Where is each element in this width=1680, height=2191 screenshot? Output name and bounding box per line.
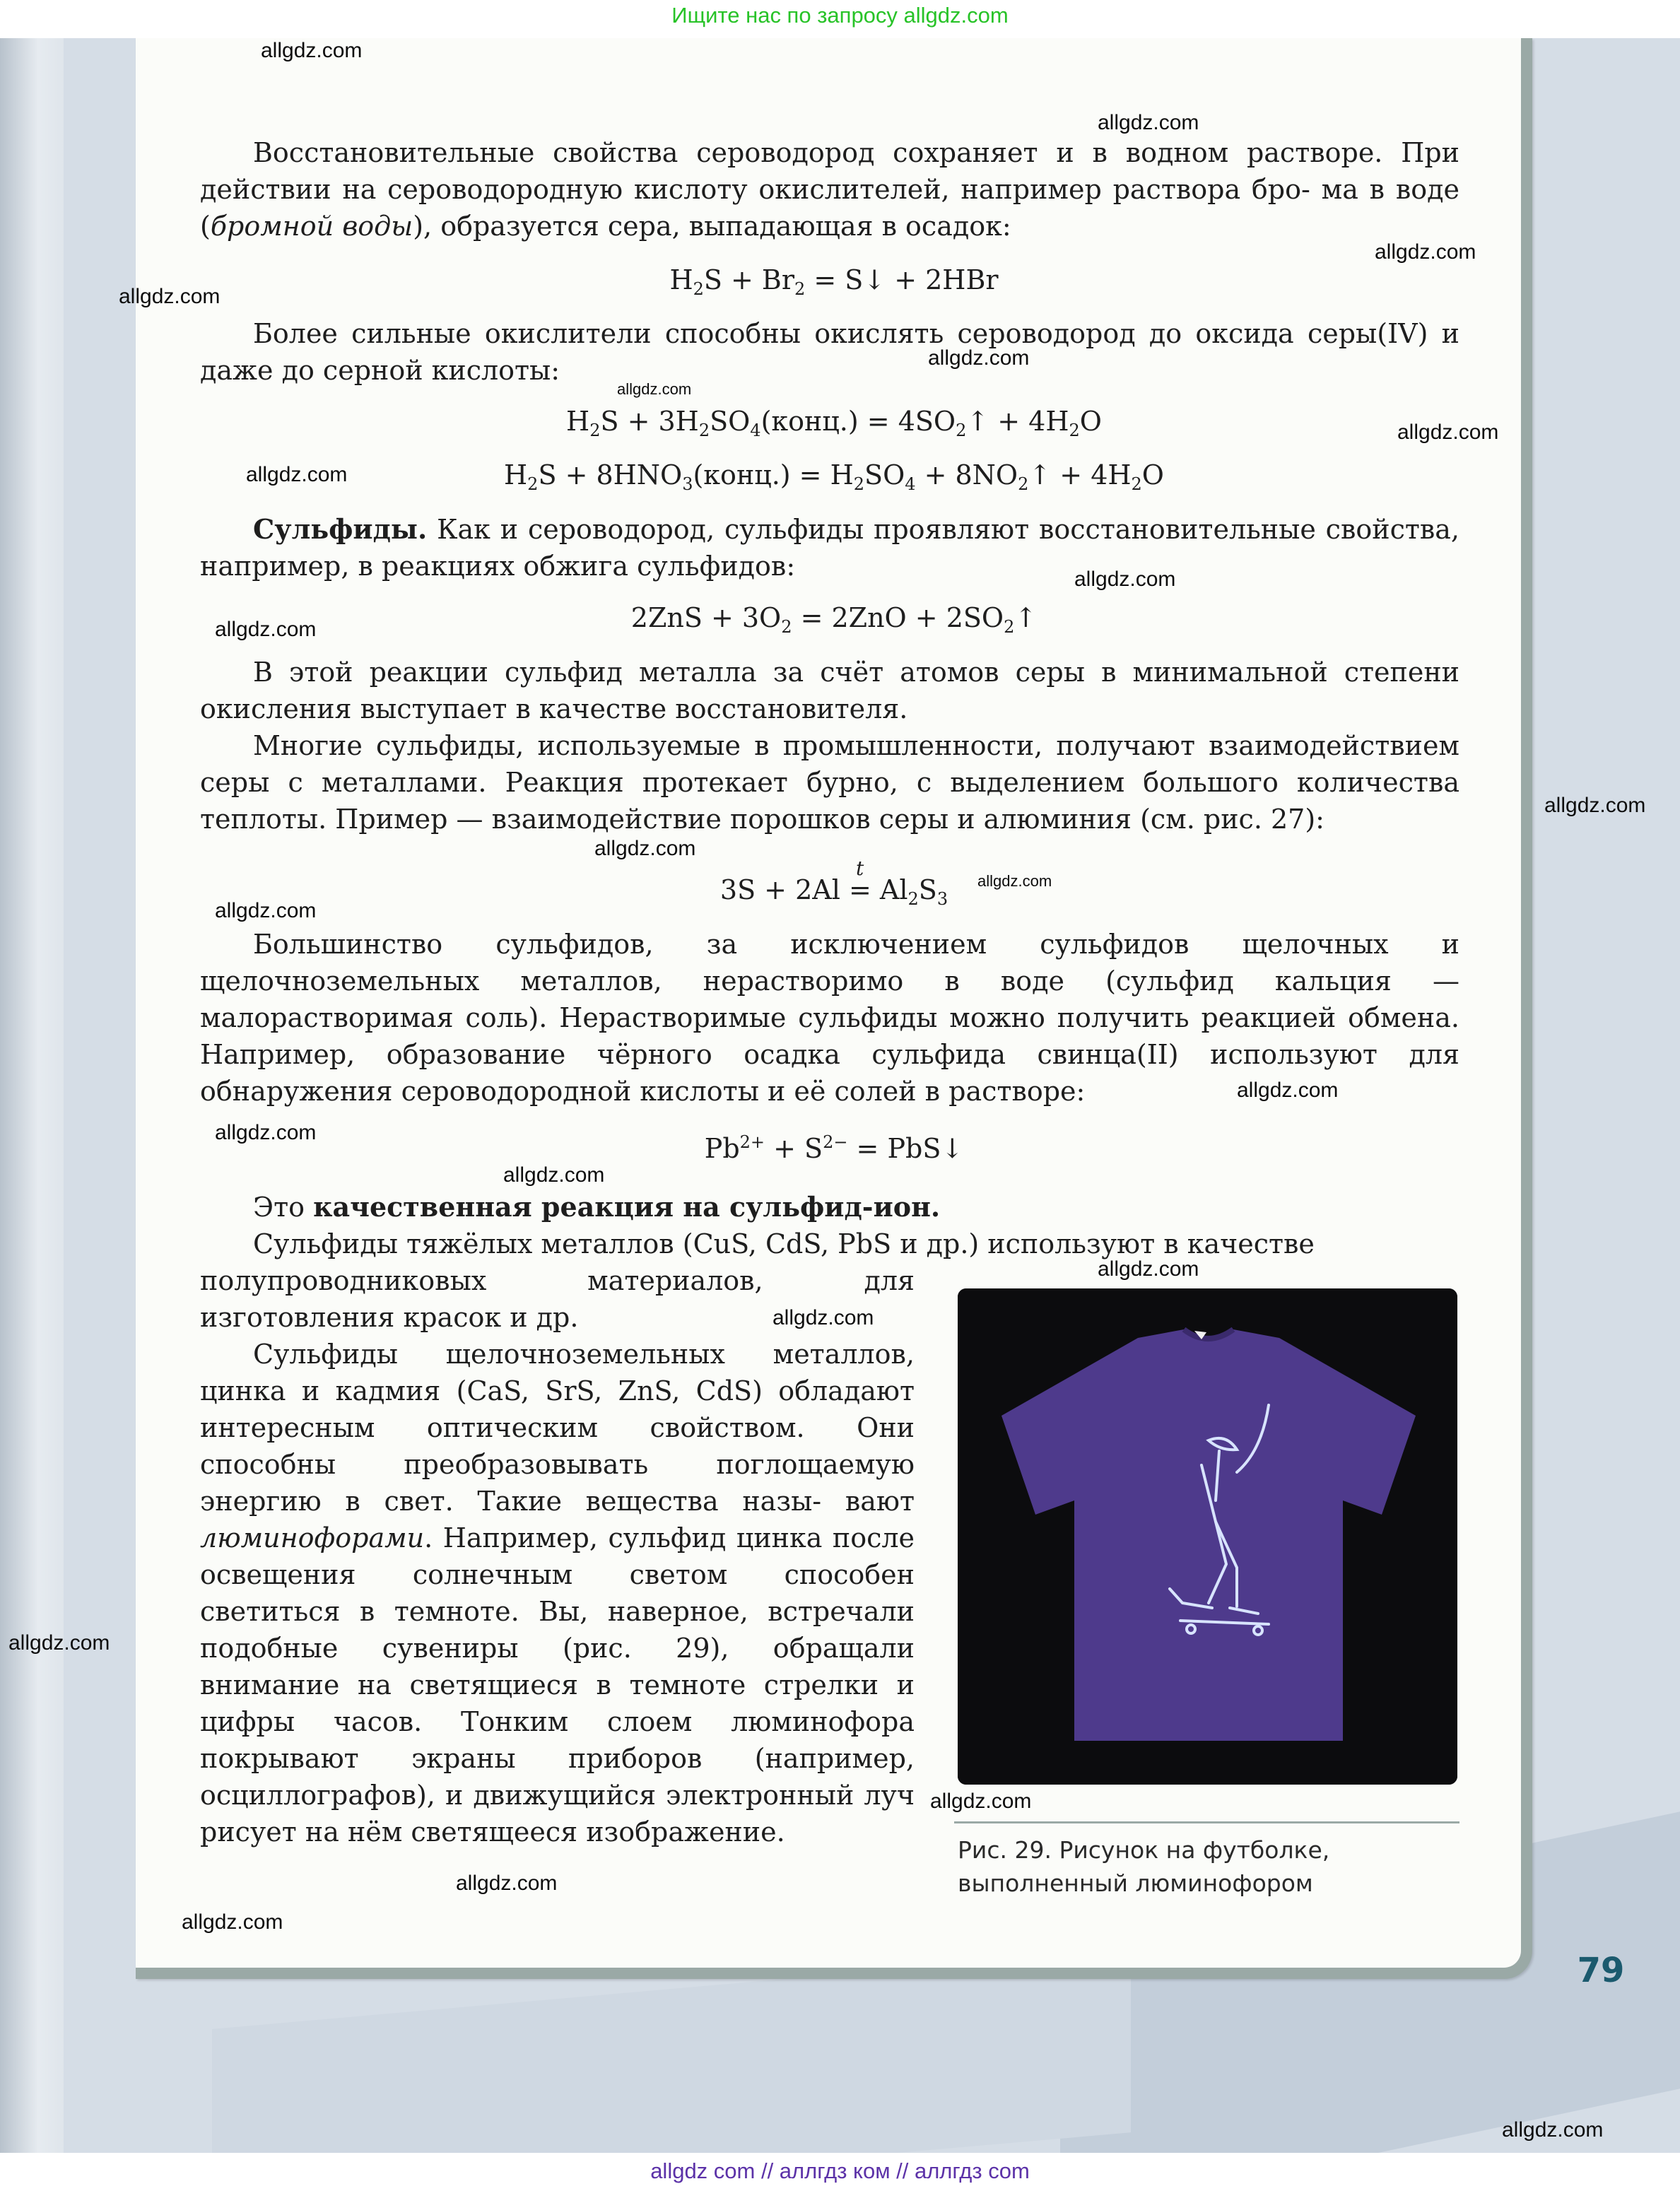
paragraph: Восстановительные свойства сероводород сохраняет и в водном растворе. При действии на сероводородную кислоту окислителей, например раствора бро- ма в воде (бромной воды), образуется сера, выпадающая в осадок:	[200, 137, 1459, 242]
watermark: allgdz.com	[1375, 240, 1476, 264]
equation: $H_2S$ + $3H_2SO_4(конц.)$ = $4SO_2↑ + 4H_2O$	[566, 406, 1102, 440]
paragraph: Большинство сульфидов, за исключением сульфидов щелочных и щелочноземельных металлов, нерастворимо в воде (сульфид кальция — малорастворимая соль). Нерастворимые сульфиды можно получить реакцией обмена. Например, образование чёрного осадка сульфида свинца(II) используют для обнаружения сероводородной кислоты и её солей в растворе:	[200, 929, 1459, 1107]
watermark: allgdz.com	[1502, 2118, 1604, 2142]
paragraph: В этой реакции сульфид металла за счёт атомов серы в минимальной степени окисления выступает в качестве восстановителя.	[200, 657, 1459, 724]
watermark: allgdz.com	[1397, 421, 1499, 444]
watermark: allgdz.com	[977, 872, 1052, 890]
watermark: allgdz.com	[930, 1790, 1032, 1813]
caption-line: Рис. 29. Рисунок на футболке,	[958, 1836, 1330, 1864]
watermark: allgdz.com	[1544, 794, 1646, 817]
equation: $H_2S + Br_2$ = S↓ + 2HBr	[669, 264, 999, 299]
watermark: allgdz.com	[261, 39, 363, 62]
watermark: allgdz.com	[215, 1121, 317, 1144]
paragraph: Сульфиды тяжёлых металлов (CuS, CdS, PbS и др.) используют в качестве	[253, 1228, 1315, 1259]
paragraph: Сульфиды щелочноземельных металлов, цинка и кадмия (CaS, SrS, ZnS, CdS) обладают интересным оптическим свойством. Они способны преобразовывать поглощаемую энергию в свет. Такие вещества назы- вают люминофорами. Например, сульфид цинка после освещения солнечным светом способен светиться в темноте. Вы, наверное, встречали подобные сувениры (рис. 29), обращали внимание на светящиеся в темноте стрелки и цифры часов. Тонким слоем люминофора покрывают экраны приборов (например, осциллографов), и движущийся электронный луч рисует на нём светящееся изображение.	[200, 1339, 915, 1848]
watermark: allgdz.com	[215, 899, 317, 922]
caption-divider	[954, 1821, 1459, 1823]
watermark: allgdz.com	[928, 346, 1030, 370]
equation: 3S + 2Al t = $Al_2S_3$	[719, 857, 948, 909]
tshirt-illustration	[958, 1288, 1457, 1785]
watermark: allgdz.com	[594, 837, 696, 860]
background-facet	[212, 1949, 1131, 2153]
watermark: allgdz.com	[119, 285, 221, 308]
equation: $Pb^{2+} + S^{2-}$ = PbS↓	[704, 1132, 964, 1164]
footer-links[interactable]: allgdz com // аллгдз ком // аллгдз com	[650, 2158, 1030, 2183]
paragraph: Многие сульфиды, используемые в промышленности, получают взаимодействием серы с металлами. Реакция протекает бурно, с выделением большого количества теплоты. Пример — взаимодействие порошков серы и алюминия (см. рис. 27):	[200, 730, 1459, 835]
header-search-link[interactable]: Ищите нас по запросу allgdz.com	[671, 3, 1009, 28]
figure-caption	[958, 1833, 1467, 1900]
watermark: allgdz.com	[215, 618, 317, 641]
watermark: allgdz.com	[617, 380, 692, 398]
page-number: 79	[1577, 1951, 1625, 1990]
paragraph: полупроводниковых материалов, для изготовления красок и др.	[200, 1265, 915, 1333]
watermark: allgdz.com	[1098, 1257, 1199, 1281]
paragraph: Более сильные окислители способны окислять сероводород до оксида серы(IV) и даже до серной кислоты:	[200, 318, 1459, 386]
watermark: allgdz.com	[503, 1163, 605, 1187]
watermark: allgdz.com	[1237, 1079, 1339, 1102]
equation: $2ZnS + 3O_2 = 2ZnO$ + $2SO_2↑$	[630, 602, 1038, 637]
watermark: allgdz.com	[8, 1631, 110, 1655]
equation: $H_2S$ + $8HNO_3(конц.) = H_2SO_4$ + $8NO_2↑ + 4H_2O$	[504, 459, 1164, 494]
book-binding	[0, 38, 64, 2153]
watermark: allgdz.com	[456, 1872, 558, 1895]
paragraph: Это качественная реакция на сульфид-ион.	[253, 1191, 941, 1223]
watermark: allgdz.com	[773, 1306, 874, 1329]
caption-line: выполненный люминофором	[958, 1869, 1313, 1897]
watermark: allgdz.com	[246, 463, 348, 486]
watermark: allgdz.com	[1074, 568, 1176, 591]
watermark: allgdz.com	[1098, 111, 1199, 134]
tshirt-photo	[958, 1288, 1457, 1785]
paragraph: Сульфиды. Как и сероводород, сульфиды проявляют восстановительные свойства, например, в реакциях обжига сульфидов:	[200, 513, 1459, 582]
watermark: allgdz.com	[182, 1910, 283, 1934]
